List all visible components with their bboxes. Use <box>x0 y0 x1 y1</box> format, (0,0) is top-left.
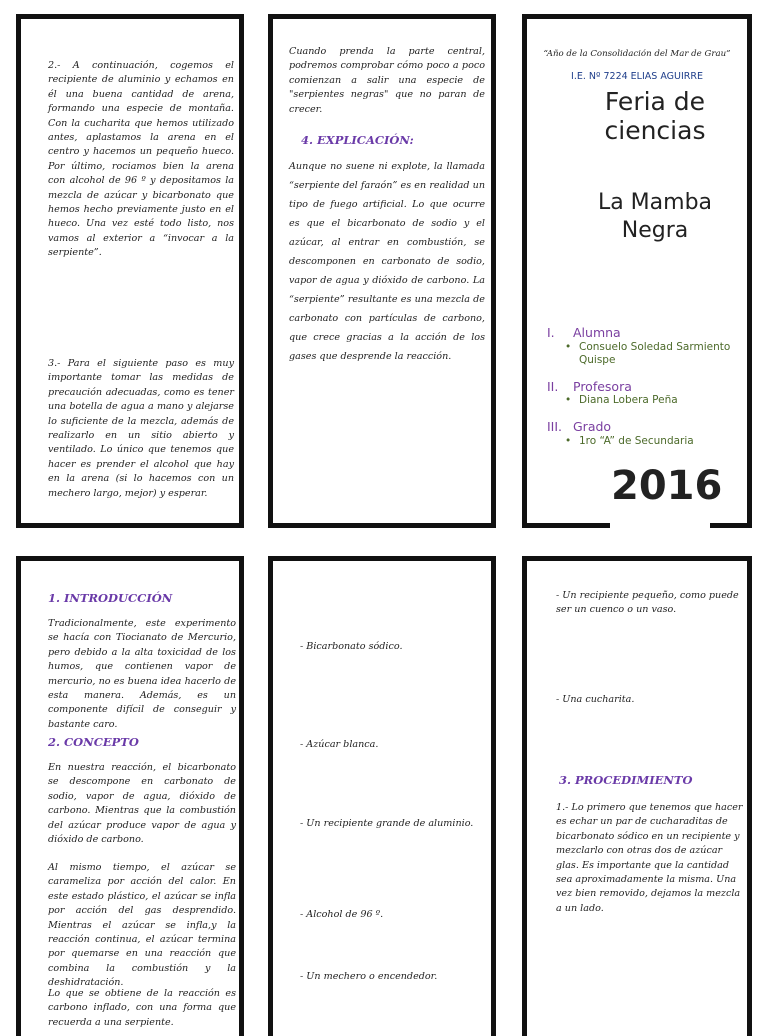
cover-title-line: Feria de <box>604 87 706 116</box>
material-item: - Alcohol de 96 º. <box>300 909 384 920</box>
project-name-line: Negra <box>621 218 689 243</box>
role-value-line: Consuelo Soledad Sarmiento <box>579 341 731 353</box>
section-heading-introduction: 1. INTRODUCCIÓN <box>48 591 173 605</box>
role-number: III. <box>547 419 563 434</box>
bullet-icon: • <box>565 435 572 447</box>
role-value-line: Quispe <box>579 354 616 366</box>
concept-text: Lo que se obtiene de la reacción es carbono inflado, con una forma que recuerda a una serpiente. <box>48 988 236 1028</box>
project-name <box>527 189 752 245</box>
role-label: Alumna <box>573 325 621 340</box>
section-heading-explanation: 4. EXPLICACIÓN: <box>301 133 414 147</box>
panel-procedure-continued <box>16 14 244 528</box>
introduction-text: Tradicionalmente, este experimento se hacía con Tiocianato de Mercurio, pero debido a la alta toxicidad de los humos, que contienen vapor de mercurio, no es buena idea hacerlo de esta manera. Además, es un componente difícil de conseguir y bastante caro. <box>48 618 236 730</box>
role-teacher <box>547 379 632 394</box>
role-number: II. <box>547 379 559 394</box>
bullet-icon: • <box>565 341 572 353</box>
panel-explanation <box>268 14 496 528</box>
step-1-text: 1.- Lo primero que tenemos que hacer es echar un par de cucharaditas de bicarbonato sódico en un recipiente y mezclarlo con otras dos de azúcar glas. Es importante que la cantidad sea aproximadamente la misma. Una vez bien removido, dejamos la mezcla a un lado. <box>556 802 743 914</box>
role-grade <box>547 419 611 434</box>
cover-title-line: ciencias <box>604 116 706 145</box>
role-number: I. <box>547 325 555 340</box>
section-heading-concept: 2. CONCEPTO <box>48 735 139 749</box>
panel-cover <box>522 14 752 528</box>
school-name: I.E. Nº 7224 ELIAS AGUIRRE <box>571 71 703 82</box>
year: 2016 <box>611 463 723 509</box>
year-motto: “Año de la Consolidación del Mar de Grau” <box>543 49 731 59</box>
border-segment <box>522 523 610 528</box>
material-item: - Azúcar blanca. <box>300 739 379 750</box>
material-item: - Un recipiente pequeño, como puede ser un cuenco o un vaso. <box>556 590 739 616</box>
panel-materials <box>268 556 496 1036</box>
section-heading-procedure: 3. PROCEDIMIENTO <box>559 773 693 787</box>
material-item: - Bicarbonato sódico. <box>300 641 403 652</box>
role-student <box>547 325 621 340</box>
panel-introduction <box>16 556 244 1036</box>
material-item: - Un mechero o encendedor. <box>300 971 438 982</box>
step-2-text: 2.- A continuación, cogemos el recipiente de aluminio y echamos en él una buena cantidad de arena, formando una especie de montaña. Con la cucharita que hemos utilizado antes, aplastamos la arena en el centro y hacemos un pequeño hueco. Por último, rociamos bien la arena con alcohol de 96 º y depositamos la mezcla de azúcar y bicarbonato que hemos hecho previamente justo en el hueco. Una vez esté todo listo, nos vamos al exterior a “invocar a la serpiente”. <box>48 60 234 259</box>
role-value-line: Diana Lobera Peña <box>579 394 678 406</box>
material-item: - Una cucharita. <box>556 694 635 705</box>
bullet-icon: • <box>565 394 572 406</box>
result-intro-text: Cuando prenda la parte central, podremos comprobar cómo poco a poco comienzan a salir una especie de "serpientes negras" que no paran de crecer. <box>289 46 485 115</box>
concept-text: Al mismo tiempo, el azúcar se carameliza por acción del calor. En este estado plástico, el azúcar se infla por acción del gas desprendido. Mientras el azúcar se infla,y la reacción continua, el azúcar termina por quemarse en una reacción que combina la combustión y la deshidratación. <box>48 862 236 989</box>
concept-text: En nuestra reacción, el bicarbonato se descompone en carbonato de sodio, vapor de agua, dióxido de carbono. Mientras que la combustión del azúcar produce vapor de agua y dióxido de carbono. <box>48 762 236 846</box>
cover-title <box>527 87 752 145</box>
role-value-line: 1ro “A” de Secundaria <box>579 435 694 447</box>
role-grade-value <box>565 435 752 449</box>
role-teacher-value <box>565 394 752 408</box>
step-3-text: 3.- Para el siguiente paso es muy importante tomar las medidas de precaución adecuadas, como es tener una botella de agua a mano y alejarse lo suficiente de la mezcla, además de realizarlo en un sitio abierto y ventilado. Lo único que tenemos que hacer es prender el alcohol que hay en la arena (si lo hacemos con un mechero largo, mejor) y esperar. <box>48 358 234 499</box>
explanation-text: Aunque no suene ni explote, la llamada “serpiente del faraón” es en realidad un tipo de fuego artificial. Lo que ocurre es que el bicarbonato de sodio y el azúcar, al entrar en combustión, se descomponen en carbonato de sodio, vapor de agua y dióxido de carbono. La “serpiente” resultante es una mezcla de carbonato con partículas de carbono, que crece gracias a la acción de los gases que desprende la reacción. <box>289 161 485 362</box>
role-student-value <box>565 341 752 369</box>
role-label: Grado <box>573 419 612 434</box>
panel-procedure <box>522 556 752 1036</box>
material-item: - Un recipiente grande de aluminio. <box>300 818 474 829</box>
role-label: Profesora <box>573 379 632 394</box>
border-segment <box>710 523 752 528</box>
project-name-line: La Mamba <box>597 190 713 215</box>
